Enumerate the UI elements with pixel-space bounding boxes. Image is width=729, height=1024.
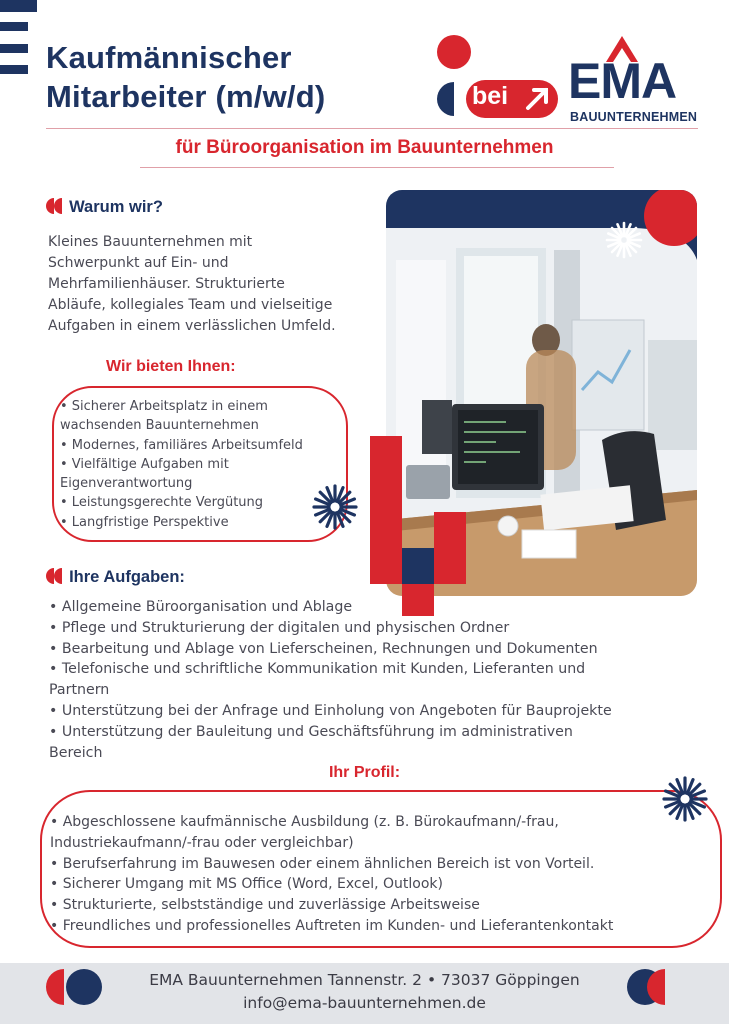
offer-item: wachsenden Bauunternehmen xyxy=(60,418,259,434)
why-line: Kleines Bauunternehmen mit xyxy=(48,234,253,250)
profile-item: • Strukturierte, selbstständige und zuverlässige Arbeitsweise xyxy=(50,897,480,914)
why-line: Mehrfamilienhäuser. Strukturierte xyxy=(48,276,285,292)
footer-email[interactable]: info@ema-bauunternehmen.de xyxy=(243,994,486,1012)
deco-navy-block xyxy=(402,548,434,584)
profile-item: • Berufserfahrung im Bauwesen oder einem ähnlichen Bereich ist von Vorteil. xyxy=(50,855,595,872)
offer-heading: Wir bieten Ihnen: xyxy=(106,358,236,375)
logo-tagline: BAUUNTERNEHMEN xyxy=(570,110,698,124)
header-rule-bottom xyxy=(140,167,614,168)
offer-item: • Modernes, familiäres Arbeitsumfeld xyxy=(60,437,303,453)
offer-item: • Sicherer Arbeitsplatz in einem xyxy=(60,399,268,414)
deco-red-bar xyxy=(370,436,402,584)
task-item: Partnern xyxy=(49,682,110,699)
why-heading-text: Warum wir? xyxy=(69,198,163,216)
starburst-icon xyxy=(312,484,358,530)
deco-red-bar-2 xyxy=(434,512,466,584)
offer-item: Eigenverantwortung xyxy=(60,476,193,492)
task-item: • Telefonische und schriftliche Kommunikation mit Kunden, Lieferanten und xyxy=(49,661,586,678)
job-title-line2: Mitarbeiter (m/w/d) xyxy=(46,79,326,114)
profile-list xyxy=(50,812,613,937)
office-photo xyxy=(386,190,697,596)
profile-item: • Abgeschlossene kaufmännische Ausbildung (z. B. Bürokaufmann/-frau, xyxy=(50,814,559,830)
why-text xyxy=(48,232,336,337)
task-item: • Pflege und Strukturierung der digitalen und physischen Ordner xyxy=(49,619,510,636)
logo-badge-text: bei xyxy=(472,82,509,110)
tasks-heading xyxy=(46,567,185,587)
task-item: Bereich xyxy=(49,744,103,761)
logo-brand: EMA xyxy=(568,53,677,109)
quote-marker-icon xyxy=(46,568,64,584)
starburst-icon xyxy=(662,776,708,822)
tasks-heading-text: Ihre Aufgaben: xyxy=(69,568,185,586)
offer-item: • Leistungsgerechte Vergütung xyxy=(60,495,264,511)
footer-address: EMA Bauunternehmen Tannenstr. 2 • 73037 Göppingen xyxy=(149,971,580,989)
task-item: • Unterstützung bei der Anfrage und Einholung von Angeboten für Bauprojekte xyxy=(49,702,612,719)
profile-item: • Freundliches und professionelles Auftreten im Kunden- und Lieferantenkontakt xyxy=(50,917,614,934)
why-line: Schwerpunkt auf Ein- und xyxy=(48,255,229,271)
task-item: • Unterstützung der Bauleitung und Geschäftsführung im administrativen xyxy=(49,723,573,740)
task-item: • Bearbeitung und Ablage von Lieferscheinen, Rechnungen und Dokumenten xyxy=(49,640,598,657)
profile-heading: Ihr Profil: xyxy=(328,764,401,781)
office-photo-illustration xyxy=(386,190,697,596)
offer-list xyxy=(60,397,303,532)
job-title-line1: Kaufmännischer xyxy=(46,40,292,75)
why-heading xyxy=(46,197,163,217)
task-item: • Allgemeine Büroorganisation und Ablage xyxy=(49,599,353,615)
offer-item: • Vielfältige Aufgaben mit xyxy=(60,456,229,472)
tasks-list xyxy=(49,597,612,763)
quote-marker-icon xyxy=(46,198,64,214)
job-title xyxy=(46,38,325,116)
why-line: Aufgaben in einem verlässlichen Umfeld. xyxy=(48,318,336,334)
profile-item: • Sicherer Umgang mit MS Office (Word, Excel, Outlook) xyxy=(50,876,443,893)
why-line: Abläufe, kollegiales Team und vielseitige xyxy=(48,297,333,313)
job-subtitle: für Büroorganisation im Bauunternehmen xyxy=(175,137,554,158)
offer-item: • Langfristige Perspektive xyxy=(60,514,229,530)
profile-item: Industriekaufmann/-frau oder vergleichbar) xyxy=(50,834,354,851)
header-rule-top xyxy=(46,128,698,129)
company-logo xyxy=(436,32,698,127)
